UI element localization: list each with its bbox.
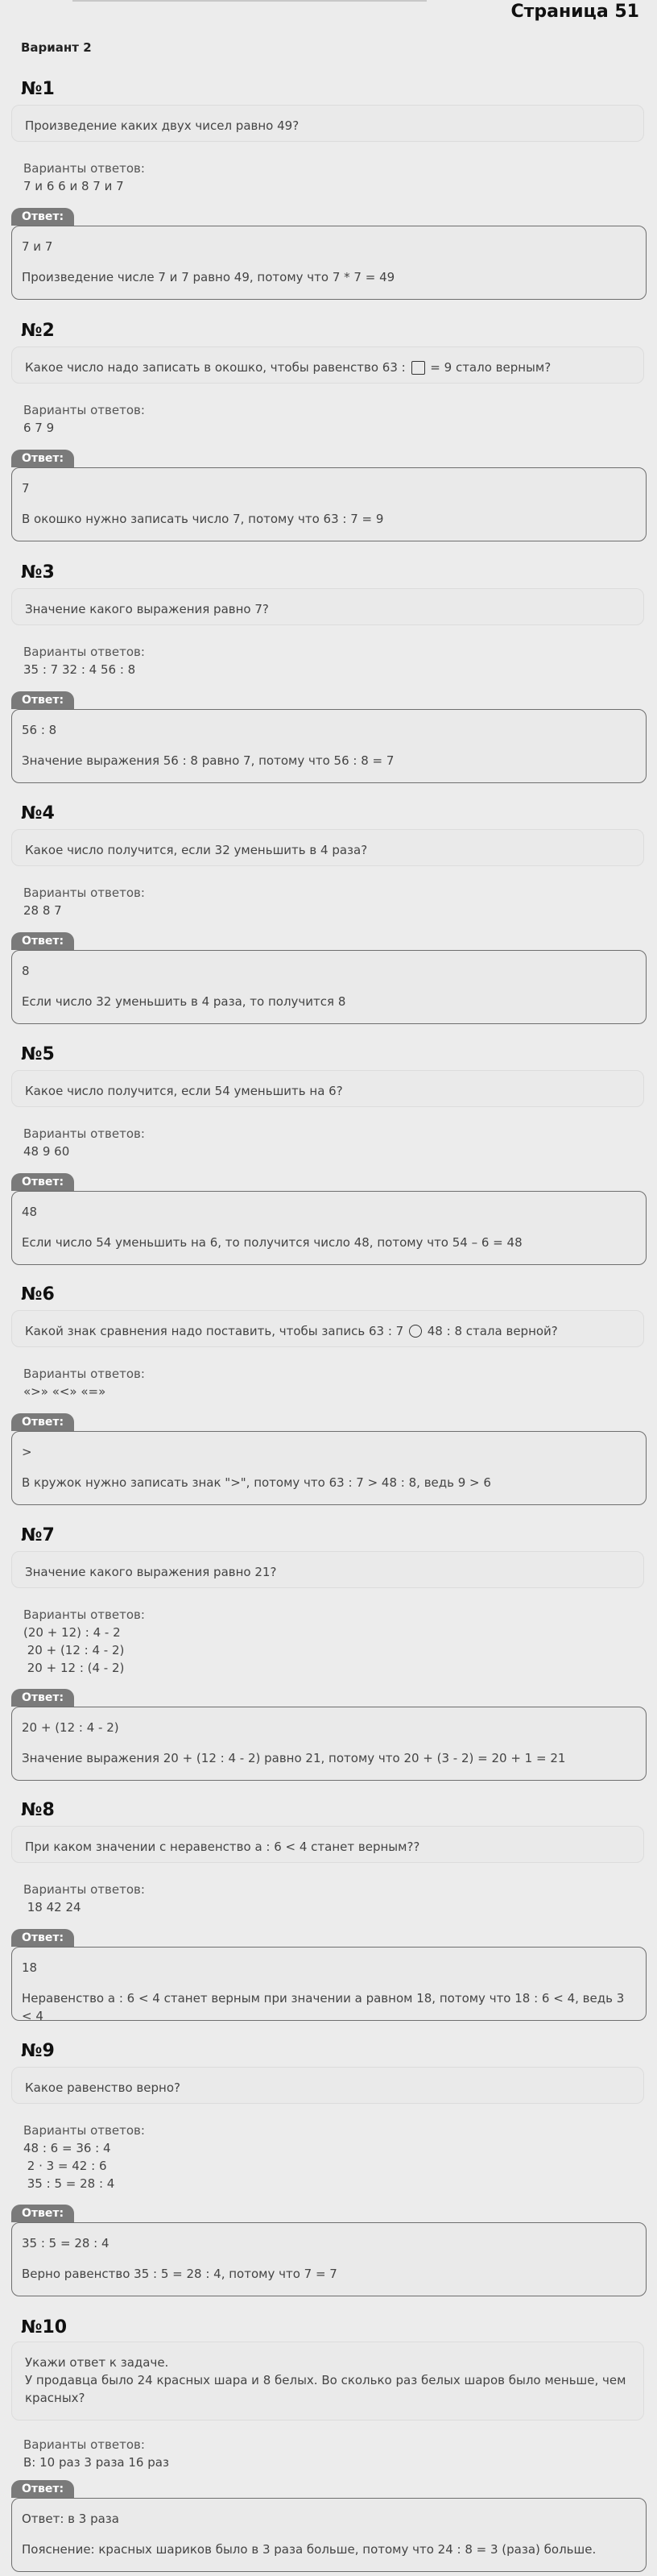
question-box	[11, 588, 644, 625]
task-number: №3	[21, 562, 55, 583]
answer-explanation: Значение выражения 20 + (12 : 4 - 2) равно 21, потому что 20 + (3 - 2) = 20 + 1 = 21	[22, 1751, 566, 1765]
answer-explanation: Неравенство a : 6 < 4 станет верным при значении a равном 18, потому что 18 : 6 < 4, ведь 3 < 4	[22, 1991, 625, 2023]
variants-label: Варианты ответов:	[23, 2437, 145, 2452]
answer-tab: Ответ:	[11, 1689, 74, 1707]
answer-tab: Ответ:	[11, 208, 74, 226]
variants-list: В: 10 раз 3 раза 16 раз	[23, 2455, 169, 2470]
top-divider	[72, 0, 427, 2]
answer-value: 7 и 7	[22, 239, 53, 254]
answer-box	[11, 1431, 647, 1505]
answer-box	[11, 1707, 647, 1781]
blank-square-icon	[411, 361, 425, 375]
answer-explanation: Произведение числе 7 и 7 равно 49, потому что 7 * 7 = 49	[22, 270, 395, 284]
answer-value: 7	[22, 481, 30, 496]
task-number: №7	[21, 1525, 55, 1545]
question-box	[11, 105, 644, 142]
answer-tab: Ответ:	[11, 2205, 74, 2222]
answer-value: 56 : 8	[22, 723, 57, 737]
variants-label: Варианты ответов:	[23, 645, 145, 659]
question-text: Какое равенство верно?	[25, 2080, 180, 2095]
answer-tab: Ответ:	[11, 1413, 74, 1431]
variants-list: 35 : 7 32 : 4 56 : 8	[23, 662, 136, 677]
variants-label: Варианты ответов:	[23, 403, 145, 417]
question-box	[11, 346, 644, 384]
question-box	[11, 2342, 644, 2420]
question-text: Какой знак сравнения надо поставить, чтобы запись 63 : 7	[25, 1324, 404, 1338]
blank-circle-icon	[409, 1325, 422, 1338]
question-box	[11, 2067, 644, 2104]
question-text: При каком значении с неравенство a : 6 < 4 станет верным??	[25, 1840, 420, 1854]
answer-box	[11, 950, 647, 1024]
question-text: Какое число получится, если 32 уменьшить в 4 раза?	[25, 843, 368, 857]
task-number: №9	[21, 2041, 55, 2061]
answer-explanation: Пояснение: красных шариков было в 3 раза больше, потому что 24 : 8 = 3 (раза) больше.	[22, 2542, 597, 2557]
variants-list: «>» «<» «=»	[23, 1384, 106, 1399]
variant-title: Вариант 2	[21, 40, 92, 55]
task-number: №6	[21, 1284, 55, 1305]
question-text: Значение какого выражения равно 7?	[25, 602, 269, 616]
answer-box	[11, 1947, 647, 2021]
variants-list: (20 + 12) : 4 - 2 20 + (12 : 4 - 2) 20 + 12 : (4 - 2)	[23, 1625, 125, 1675]
answer-value: 20 + (12 : 4 - 2)	[22, 1720, 119, 1735]
variants-list: 6 7 9	[23, 421, 55, 435]
answer-explanation: В окошко нужно записать число 7, потому что 63 : 7 = 9	[22, 512, 384, 526]
variants-label: Варианты ответов:	[23, 1882, 145, 1897]
answer-explanation: Если число 32 уменьшить в 4 раза, то получится 8	[22, 994, 346, 1009]
variants-list: 28 8 7	[23, 903, 62, 918]
answer-value: >	[22, 1445, 32, 1459]
variants-label: Варианты ответов:	[23, 1607, 145, 1622]
question-text: Какое число надо записать в окошко, чтобы равенство 63 :	[25, 360, 406, 375]
answer-value: 18	[22, 1960, 38, 1975]
page-title: Страница 51	[510, 2, 639, 22]
question-box	[11, 1551, 644, 1588]
answer-box	[11, 709, 647, 783]
variants-list: 48 : 6 = 36 : 4 2 · 3 = 42 : 6 35 : 5 = 28 : 4	[23, 2141, 115, 2191]
question-text: Какое число получится, если 54 уменьшить на 6?	[25, 1084, 343, 1098]
question-box	[11, 1310, 644, 1347]
variants-list: 48 9 60	[23, 1144, 70, 1159]
answer-box	[11, 226, 647, 300]
answer-value: Ответ: в 3 раза	[22, 2512, 119, 2526]
task-number: №8	[21, 1800, 55, 1820]
variants-label: Варианты ответов:	[23, 886, 145, 900]
answer-box	[11, 2222, 647, 2296]
task-number: №10	[21, 2317, 68, 2337]
variants-label: Варианты ответов:	[23, 2123, 145, 2138]
answer-tab: Ответ:	[11, 691, 74, 709]
answer-box	[11, 2498, 647, 2572]
answer-explanation: Значение выражения 56 : 8 равно 7, потому что 56 : 8 = 7	[22, 753, 395, 768]
answer-tab: Ответ:	[11, 1929, 74, 1947]
question-text: Значение какого выражения равно 21?	[25, 1565, 277, 1579]
question-line: Укажи ответ к задаче.	[25, 2355, 169, 2370]
answer-value: 35 : 5 = 28 : 4	[22, 2236, 110, 2250]
answer-value: 8	[22, 964, 30, 978]
task-number: №4	[21, 803, 55, 823]
question-box	[11, 829, 644, 866]
answer-tab: Ответ:	[11, 1173, 74, 1191]
question-text: 48 : 8 стала верной?	[427, 1324, 558, 1338]
answer-value: 48	[22, 1205, 38, 1219]
question-text: Произведение каких двух чисел равно 49?	[25, 118, 300, 133]
variants-label: Варианты ответов:	[23, 1367, 145, 1381]
task-number: №2	[21, 321, 55, 341]
question-box	[11, 1826, 644, 1863]
question-text: = 9 стало верным?	[430, 360, 552, 375]
variants-label: Варианты ответов:	[23, 161, 145, 176]
answer-box	[11, 1191, 647, 1265]
question-line: У продавца было 24 красных шара и 8 белых. Во сколько раз белых шаров было меньше, чем красных?	[25, 2373, 626, 2405]
variants-list: 18 42 24	[23, 1900, 81, 1914]
answer-explanation: Верно равенство 35 : 5 = 28 : 4, потому что 7 = 7	[22, 2267, 337, 2281]
variants-list: 7 и 6 6 и 8 7 и 7	[23, 179, 124, 193]
answer-tab: Ответ:	[11, 932, 74, 950]
answer-tab: Ответ:	[11, 450, 74, 467]
answer-tab: Ответ:	[11, 2480, 74, 2498]
answer-explanation: Если число 54 уменьшить на 6, то получится число 48, потому что 54 – 6 = 48	[22, 1235, 523, 1250]
answer-explanation: В кружок нужно записать знак ">", потому что 63 : 7 > 48 : 8, ведь 9 > 6	[22, 1475, 491, 1490]
variants-label: Варианты ответов:	[23, 1126, 145, 1141]
task-number: №1	[21, 79, 55, 99]
task-number: №5	[21, 1044, 55, 1064]
answer-box	[11, 467, 647, 541]
question-box	[11, 1070, 644, 1107]
